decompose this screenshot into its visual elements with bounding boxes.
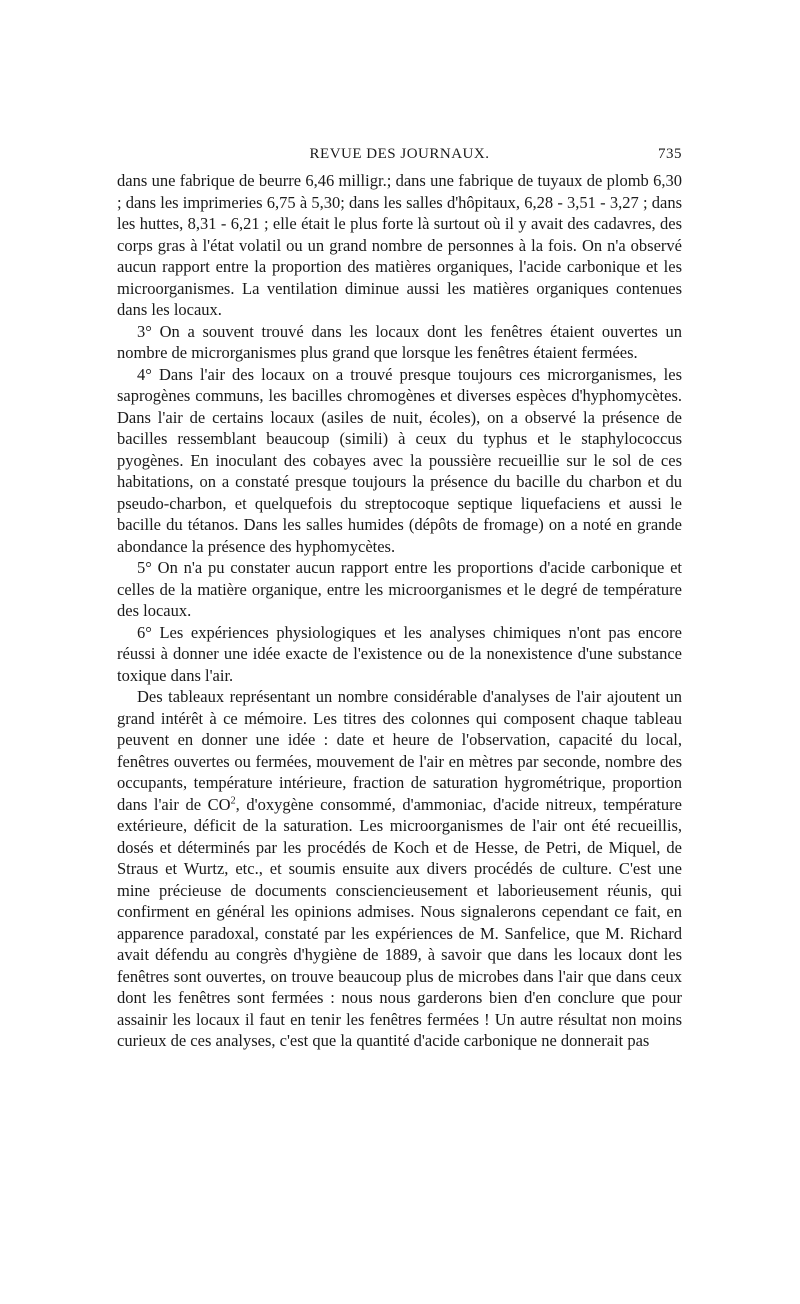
journal-section-title: REVUE DES JOURNAUX. (309, 146, 490, 162)
tableaux-text-part-1: Des tableaux représentant un nombre considérable d'analyses de l'air ajoutent un grand intérêt à ce mémoire. Les titres des colonnes qui composent chaque tableau peuvent en donner une idée : date et heure de l'observation, capacité du local, fenêtres ouvertes ou fermées, mouvement de l'air en mètres par seconde, nombre des occupants, température intérieure, fraction de saturation hygrométrique, proportion dans l'air de CO (117, 687, 682, 814)
paragraph-point-5: 5° On n'a pu constater aucun rapport entre les proportions d'acide carbonique et celles de la matière organique, entre les microorganismes et le degré de température des locaux. (117, 558, 682, 620)
running-head (117, 146, 682, 170)
article-body (117, 170, 682, 1052)
document-page (117, 146, 682, 1052)
tableaux-text-part-2: , d'oxygène consommé, d'ammoniac, d'acide nitreux, température extérieure, déficit de la saturation. Les microorganismes de l'air ont été recueillis, dosés et déterminés par les procédés de Koch et de Hesse, de Petri, de Miquel, de Straus et Wurtz, etc., et soumis ensuite aux divers procédés de culture. C'est une mine précieuse de documents consciencieusement et laborieusement réunis, qui confirment en général les opinions admises. Nous signalerons cependant ce fait, en apparence paradoxal, constaté par les expériences de M. Sanfelice, que M. Richard avait défendu au congrès d'hygiène de 1889, à savoir que dans les locaux dont les fenêtres sont ouvertes, on trouve beaucoup plus de microbes dans l'air que dans ceux dont les fenêtres sont fermées : nous nous garderons bien d'en conclure que pour assainir les locaux il faut en tenir les fenêtres fermées ! Un autre résultat non moins curieux de ces analyses, c'est que la quantité d'acide carbonique ne donnerait pas (117, 794, 683, 1050)
paragraph-point-6: 6° Les expériences physiologiques et les analyses chimiques n'ont pas encore réussi à donner une idée exacte de l'existence ou de la nonexistence d'une substance toxique dans l'air. (117, 622, 682, 685)
paragraph-tableaux (117, 686, 682, 1052)
page-number: 735 (658, 146, 682, 162)
paragraph-point-4: 4° Dans l'air des locaux on a trouvé presque toujours ces microrganismes, les saprogènes communs, les bacilles chromogènes et diverses espèces d'hyphomycètes. Dans l'air de certains locaux (asiles de nuit, écoles), on a observé la présence de bacilles ressemblant beaucoup (simili) à ceux du typhus et le staphylococcus pyogènes. En inoculant des cobayes avec la poussière recueillie sur le sol de ces habitations, on a constaté presque toujours la présence du bacille du charbon et du pseudo-charbon, et quelquefois du streptocoque septique liquefaciens et aussi le bacille du tétanos. Dans les salles humides (dépôts de fromage) on a noté en grande abondance la présence des hyphomycètes. (117, 364, 682, 556)
co2-superscript: 2 (230, 795, 236, 806)
paragraph-point-3: 3° On a souvent trouvé dans les locaux dont les fenêtres étaient ouvertes un nombre de microrganismes plus grand que lorsque les fenêtres étaient fermées. (117, 321, 682, 362)
paragraph-continuation: dans une fabrique de beurre 6,46 milligr.; dans une fabrique de tuyaux de plomb 6,30 ; dans les imprimeries 6,75 à 5,30; dans les salles d'hôpitaux, 6,28 - 3,51 - 3,27 ; dans les huttes, 8,31 - 6,21 ; elle était le plus forte là surtout où il y avait des cadavres, des corps gras à l'état volatil ou un grand nombre de personnes à la fois. On n'a observé aucun rapport entre la proportion des matières organiques, l'acide carbonique et les microorganismes. La ventilation diminue aussi les matières organiques contenues dans les locaux. (117, 171, 682, 319)
